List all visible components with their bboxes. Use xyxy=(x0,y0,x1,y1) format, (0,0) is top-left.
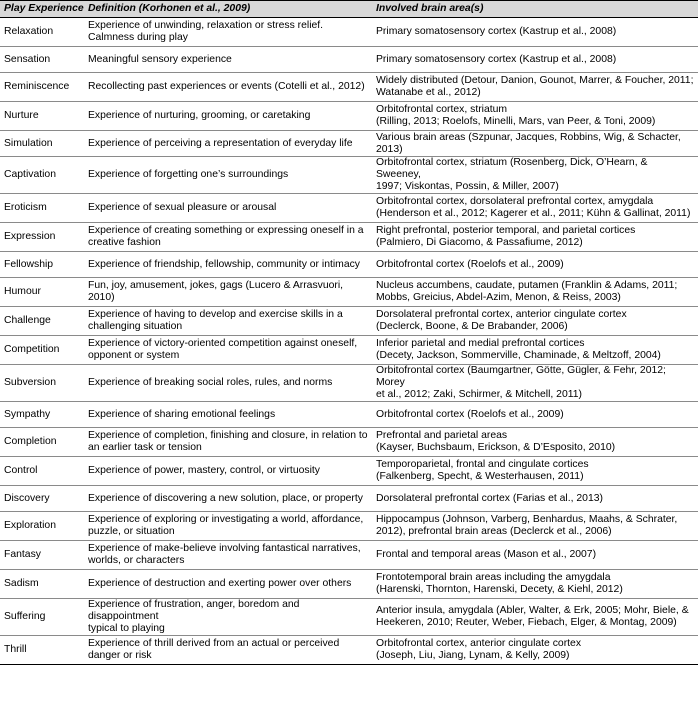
cell-brain-area xyxy=(372,365,698,402)
table-body xyxy=(0,18,698,665)
table-row xyxy=(0,131,698,157)
cell-play-experience: Sadism xyxy=(0,570,84,599)
cell-definition xyxy=(84,252,372,278)
definition-line: Experience of completion, finishing and closure, in relation to xyxy=(88,430,368,441)
brain-area-line: et al., 2012; Zaki, Schirmer, & Mitchell, 2011) xyxy=(376,389,582,400)
definition-line: Experience of sexual pleasure or arousal xyxy=(88,202,277,213)
definition-line: Experience of forgetting one’s surroundings xyxy=(88,169,289,180)
cell-definition xyxy=(84,428,372,457)
cell-play-experience: Nurture xyxy=(0,102,84,131)
cell-definition xyxy=(84,278,372,307)
brain-area-line: (Joseph, Liu, Jiang, Lynam, & Kelly, 2009) xyxy=(376,650,570,661)
brain-area-line: Widely distributed (Detour, Danion, Gounot, Marrer, & Foucher, 2011; xyxy=(376,75,694,86)
brain-area-line: Nucleus accumbens, caudate, putamen (Franklin & Adams, 2011; xyxy=(376,280,678,291)
brain-area-line: Orbitofrontal cortex, dorsolateral prefrontal cortex, amygdala xyxy=(376,196,654,207)
cell-definition xyxy=(84,18,372,47)
brain-area-line: Watanabe et al., 2012) xyxy=(376,87,481,98)
cell-definition xyxy=(84,102,372,131)
cell-definition xyxy=(84,194,372,223)
brain-area-line: Temporoparietal, frontal and cingulate cortices xyxy=(376,459,589,470)
table-row xyxy=(0,18,698,47)
cell-definition xyxy=(84,131,372,157)
brain-area-line: Orbitofrontal cortex (Baumgartner, Götte, Gügler, & Fehr, 2012; Morey xyxy=(376,365,666,388)
brain-area-line: (Kayser, Buchsbaum, Erickson, & D’Esposito, 2010) xyxy=(376,442,616,453)
cell-brain-area xyxy=(372,307,698,336)
cell-definition xyxy=(84,541,372,570)
brain-area-line: Heekeren, 2010; Reuter, Weber, Fiebach, Elger, & Montag, 2009) xyxy=(376,617,677,628)
brain-area-line: Various brain areas (Szpunar, Jacques, Robbins, Wig, & Schacter, 2013) xyxy=(376,131,681,155)
cell-brain-area xyxy=(372,223,698,252)
table-row xyxy=(0,512,698,541)
definition-line: Experience of discovering a new solution, place, or property xyxy=(88,492,363,504)
cell-brain-area xyxy=(372,278,698,307)
table-row xyxy=(0,157,698,194)
cell-play-experience: Discovery xyxy=(0,486,84,512)
cell-brain-area xyxy=(372,428,698,457)
cell-brain-area xyxy=(372,541,698,570)
definition-line: Recollecting past experiences or events (Cotelli et al., 2012) xyxy=(88,81,365,92)
definition-line: Calmness during play xyxy=(88,32,188,43)
table-row xyxy=(0,570,698,599)
cell-brain-area xyxy=(372,18,698,47)
table-row xyxy=(0,73,698,102)
brain-area-line: (Harenski, Thornton, Harenski, Decety, & Kiehl, 2012) xyxy=(376,584,623,595)
definition-line: Fun, joy, amusement, jokes, gags (Lucero & Arrasvuori, 2010) xyxy=(88,280,344,303)
cell-brain-area xyxy=(372,252,698,278)
cell-definition xyxy=(84,157,372,194)
table-row xyxy=(0,278,698,307)
brain-area-line: Orbitofrontal cortex, striatum (Rosenberg, Dick, O’Hearn, & Sweeney, xyxy=(376,157,648,180)
cell-brain-area xyxy=(372,336,698,365)
definition-line: danger or risk xyxy=(88,650,152,661)
cell-play-experience: Simulation xyxy=(0,131,84,157)
brain-area-line: Dorsolateral prefrontal cortex (Farias et al., 2013) xyxy=(376,492,603,504)
cell-definition xyxy=(84,336,372,365)
brain-area-line: Orbitofrontal cortex, anterior cingulate cortex xyxy=(376,638,582,649)
cell-brain-area xyxy=(372,512,698,541)
cell-play-experience: Expression xyxy=(0,223,84,252)
cell-brain-area xyxy=(372,131,698,157)
cell-play-experience: Thrill xyxy=(0,636,84,665)
header-brain-area: Involved brain area(s) xyxy=(372,1,698,18)
cell-definition xyxy=(84,599,372,636)
brain-area-line: Dorsolateral prefrontal cortex, anterior cingulate cortex xyxy=(376,309,627,320)
cell-brain-area xyxy=(372,570,698,599)
table-row xyxy=(0,194,698,223)
definition-line: an earlier task or tension xyxy=(88,442,202,453)
brain-area-line: (Declerck, Boone, & De Brabander, 2006) xyxy=(376,321,568,332)
definition-line: opponent or system xyxy=(88,350,180,361)
definition-line: Experience of power, mastery, control, or virtuosity xyxy=(88,465,320,476)
cell-definition xyxy=(84,223,372,252)
definition-line: Experience of sharing emotional feelings xyxy=(88,408,276,420)
brain-area-line: Primary somatosensory cortex (Kastrup et al., 2008) xyxy=(376,53,617,65)
cell-play-experience: Control xyxy=(0,457,84,486)
header-play-experience: Play Experience xyxy=(0,1,84,18)
brain-area-line: Frontal and temporal areas (Mason et al., 2007) xyxy=(376,549,597,560)
cell-definition xyxy=(84,73,372,102)
definition-line: Experience of having to develop and exercise skills in a xyxy=(88,309,343,320)
table-row xyxy=(0,252,698,278)
table-row xyxy=(0,457,698,486)
definition-line: Experience of breaking social roles, rules, and norms xyxy=(88,377,333,388)
cell-brain-area xyxy=(372,73,698,102)
brain-area-line: (Henderson et al., 2012; Kagerer et al., 2011; Kühn & Gallinat, 2011) xyxy=(376,208,691,219)
brain-area-line: Frontotemporal brain areas including the amygdala xyxy=(376,572,611,583)
brain-area-line: Orbitofrontal cortex (Roelofs et al., 2009) xyxy=(376,408,564,420)
table-row xyxy=(0,336,698,365)
brain-area-line: Orbitofrontal cortex, striatum xyxy=(376,104,508,115)
cell-definition xyxy=(84,307,372,336)
cell-play-experience: Relaxation xyxy=(0,18,84,47)
brain-area-line: Primary somatosensory cortex (Kastrup et al., 2008) xyxy=(376,26,617,37)
cell-definition xyxy=(84,47,372,73)
brain-area-line: Orbitofrontal cortex (Roelofs et al., 2009) xyxy=(376,258,564,270)
brain-area-line: Mobbs, Greicius, Abdel-Azim, Menon, & Reiss, 2003) xyxy=(376,292,621,303)
cell-play-experience: Competition xyxy=(0,336,84,365)
definition-line: Experience of make-believe involving fantastical narratives, xyxy=(88,543,361,554)
cell-definition xyxy=(84,512,372,541)
table-row xyxy=(0,428,698,457)
cell-play-experience: Sympathy xyxy=(0,402,84,428)
table-row xyxy=(0,541,698,570)
table-row xyxy=(0,307,698,336)
definition-line: Experience of exploring or investigating a world, affordance, xyxy=(88,514,364,525)
table-row xyxy=(0,486,698,512)
cell-definition xyxy=(84,570,372,599)
definition-line: creative fashion xyxy=(88,237,161,248)
definition-line: Experience of perceiving a representation of everyday life xyxy=(88,137,353,149)
cell-brain-area xyxy=(372,47,698,73)
definition-line: Experience of unwinding, relaxation or stress relief. xyxy=(88,20,324,31)
brain-area-line: Anterior insula, amygdala (Abler, Walter, & Erk, 2005; Mohr, Biele, & xyxy=(376,605,689,616)
cell-play-experience: Fantasy xyxy=(0,541,84,570)
cell-brain-area xyxy=(372,157,698,194)
cell-play-experience: Exploration xyxy=(0,512,84,541)
cell-brain-area xyxy=(372,457,698,486)
table-row xyxy=(0,47,698,73)
cell-play-experience: Sensation xyxy=(0,47,84,73)
cell-definition xyxy=(84,486,372,512)
definition-line: worlds, or characters xyxy=(88,555,185,566)
cell-play-experience: Fellowship xyxy=(0,252,84,278)
table-row xyxy=(0,102,698,131)
brain-area-line: 1997; Viskontas, Possin, & Miller, 2007) xyxy=(376,181,559,192)
cell-brain-area xyxy=(372,486,698,512)
header-definition: Definition (Korhonen et al., 2009) xyxy=(84,1,372,18)
table-row xyxy=(0,365,698,402)
cell-brain-area xyxy=(372,194,698,223)
cell-play-experience: Challenge xyxy=(0,307,84,336)
cell-brain-area xyxy=(372,599,698,636)
definition-line: typical to playing xyxy=(88,623,165,634)
cell-brain-area xyxy=(372,636,698,665)
brain-area-line: (Palmiero, Di Giacomo, & Passafiume, 2012) xyxy=(376,237,583,248)
cell-play-experience: Subversion xyxy=(0,365,84,402)
brain-area-line: Prefrontal and parietal areas xyxy=(376,430,508,441)
definition-line: Experience of thrill derived from an actual or perceived xyxy=(88,638,340,649)
definition-line: Experience of nurturing, grooming, or caretaking xyxy=(88,110,311,121)
table-row xyxy=(0,599,698,636)
cell-brain-area xyxy=(372,402,698,428)
definition-line: Experience of frustration, anger, boredom and disappointment xyxy=(88,599,300,622)
brain-area-line: (Decety, Jackson, Sommerville, Chaminade, & Meltzoff, 2004) xyxy=(376,350,661,361)
table-row xyxy=(0,636,698,665)
brain-area-line: Right prefrontal, posterior temporal, and parietal cortices xyxy=(376,225,636,236)
cell-play-experience: Reminiscence xyxy=(0,73,84,102)
definition-line: Experience of friendship, fellowship, community or intimacy xyxy=(88,258,361,270)
cell-play-experience: Suffering xyxy=(0,599,84,636)
cell-play-experience: Captivation xyxy=(0,157,84,194)
definition-line: Experience of destruction and exerting power over others xyxy=(88,578,352,589)
brain-area-line: Inferior parietal and medial prefrontal cortices xyxy=(376,338,585,349)
definition-line: challenging situation xyxy=(88,321,183,332)
cell-brain-area xyxy=(372,102,698,131)
brain-area-line: (Falkenberg, Specht, & Westerhausen, 2011) xyxy=(376,471,584,482)
table-header-row xyxy=(0,1,698,18)
cell-definition xyxy=(84,457,372,486)
definition-line: Experience of victory-oriented competition against oneself, xyxy=(88,338,358,349)
table-row xyxy=(0,402,698,428)
cell-definition xyxy=(84,402,372,428)
cell-play-experience: Eroticism xyxy=(0,194,84,223)
definition-line: Meaningful sensory experience xyxy=(88,53,232,65)
definition-line: puzzle, or situation xyxy=(88,526,175,537)
cell-definition xyxy=(84,636,372,665)
brain-area-line: Hippocampus (Johnson, Varberg, Benhardus, Maahs, & Schrater, xyxy=(376,514,678,525)
brain-area-line: (Rilling, 2013; Roelofs, Minelli, Mars, van Peer, & Toni, 2009) xyxy=(376,116,656,127)
cell-play-experience: Humour xyxy=(0,278,84,307)
brain-area-line: 2012), prefrontal brain areas (Declerck et al., 2006) xyxy=(376,526,612,537)
table-row xyxy=(0,223,698,252)
definition-line: Experience of creating something or expressing oneself in a xyxy=(88,225,364,236)
cell-play-experience: Completion xyxy=(0,428,84,457)
cell-definition xyxy=(84,365,372,402)
